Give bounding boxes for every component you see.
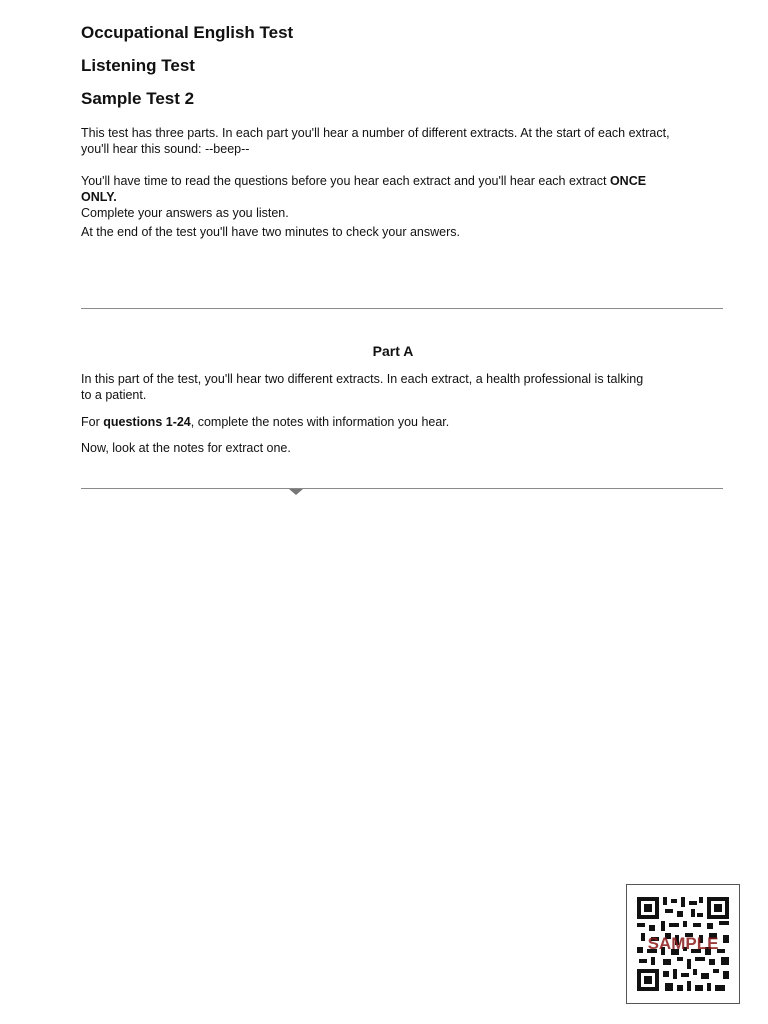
once-only-emphasis: ONCE ONLY. bbox=[81, 174, 647, 204]
document-title: Occupational English Test bbox=[81, 23, 294, 42]
part-a-paragraph-2-rest: , complete the notes with information you hear. bbox=[190, 415, 450, 429]
intro-paragraph-2-continued: Complete your answers as you listen. bbox=[81, 206, 289, 220]
intro-paragraph-2 bbox=[81, 173, 681, 221]
sample-watermark: SAMPLE bbox=[647, 934, 719, 953]
part-a-paragraph-3: Now, look at the notes for extract one. bbox=[81, 441, 291, 455]
divider-top bbox=[81, 308, 723, 309]
sample-label: Sample Test 2 bbox=[81, 89, 195, 108]
part-a-paragraph-2 bbox=[81, 414, 681, 430]
part-a-heading: Part A bbox=[372, 343, 414, 359]
divider-notch-icon bbox=[289, 489, 303, 495]
divider-bottom bbox=[81, 488, 723, 489]
part-a-paragraph-2-lead: For bbox=[81, 415, 104, 429]
qr-code-stamp bbox=[626, 884, 740, 1004]
part-a-paragraph-1: In this part of the test, you'll hear two different extracts. In each extract, a health professional is talking to a patient. bbox=[81, 372, 644, 402]
intro-paragraph-1: This test has three parts. In each part you'll hear a number of different extracts. At the start of each extract, you'll hear this sound: --beep-- bbox=[81, 126, 670, 156]
questions-range: questions 1-24 bbox=[103, 415, 191, 429]
intro-paragraph-3: At the end of the test you'll have two minutes to check your answers. bbox=[81, 225, 460, 239]
test-name: Listening Test bbox=[81, 56, 195, 75]
qr-code-icon bbox=[637, 897, 729, 991]
intro-paragraph-2-text: You'll have time to read the questions before you hear each extract and you'll hear each extract bbox=[81, 174, 610, 188]
